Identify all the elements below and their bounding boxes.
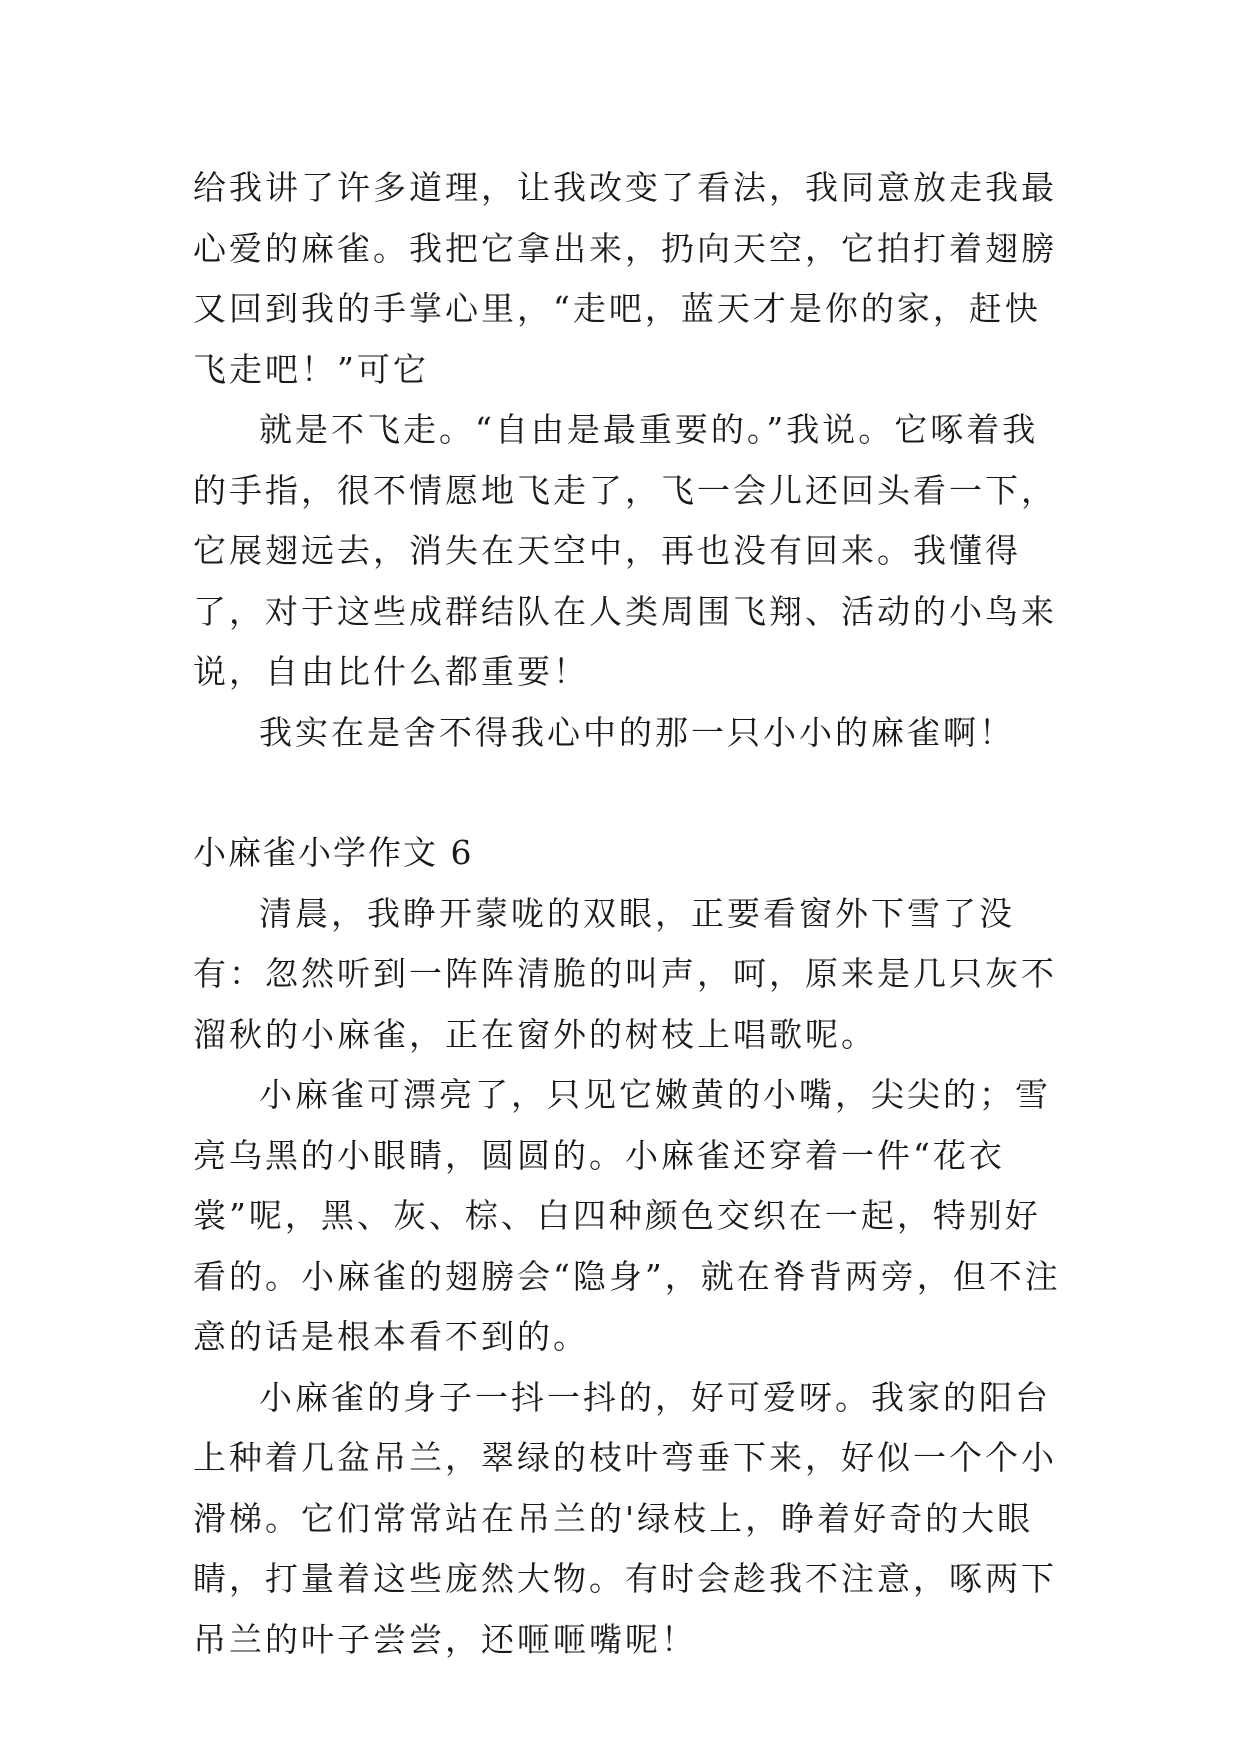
paragraph-balcony: 小麻雀的身子一抖一抖的，好可爱呀。我家的阳台上种着几盆吊兰，翠绿的枝叶弯垂下来，好似一个个小滑梯。它们常常站在吊兰的'绿枝上，睁着好奇的大眼睛，打量着这些庞然大物。有时会趁我不注意，啄两下吊兰的叶子尝尝，还咂咂嘴呢！ — [193, 1377, 1057, 1659]
paragraph-continued: 给我讲了许多道理，让我改变了看法，我同意放走我最心爱的麻雀。我把它拿出来，扔向天空，它拍打着翅膀又回到我的手掌心里，“走吧，蓝天才是你的家，赶快飞走吧！”可它 — [193, 168, 1057, 389]
section-title: 小麻雀小学作文 6 — [193, 833, 474, 872]
paragraph-closing: 我实在是舍不得我心中的那一只小小的麻雀啊！ — [259, 712, 1015, 752]
paragraph-appearance: 小麻雀可漂亮了，只见它嫩黄的小嘴，尖尖的；雪亮乌黑的小眼睛，圆圆的。小麻雀还穿着一件“花衣裳”呢，黑、灰、棕、白四种颜色交织在一起，特别好看的。小麻雀的翅膀会“隐身”，就在脊背两旁，但不注意的话是根本看不到的。 — [193, 1075, 1061, 1356]
paragraph-freedom: 就是不飞走。“自由是最重要的。”我说。它啄着我的手指，很不情愿地飞走了，飞一会儿还回头看一下，它展翅远去，消失在天空中，再也没有回来。我懂得了，对于这些成群结队在人类周围飞翔、活动的小鸟来说，自由比什么都重要！ — [193, 410, 1057, 691]
document-body — [193, 158, 1063, 1670]
paragraph-morning: 清晨，我睁开蒙咙的双眼，正要看窗外下雪了没有：忽然听到一阵阵清脆的叫声，呵，原来是几只灰不溜秋的小麻雀，正在窗外的树枝上唱歌呢。 — [193, 893, 1057, 1054]
